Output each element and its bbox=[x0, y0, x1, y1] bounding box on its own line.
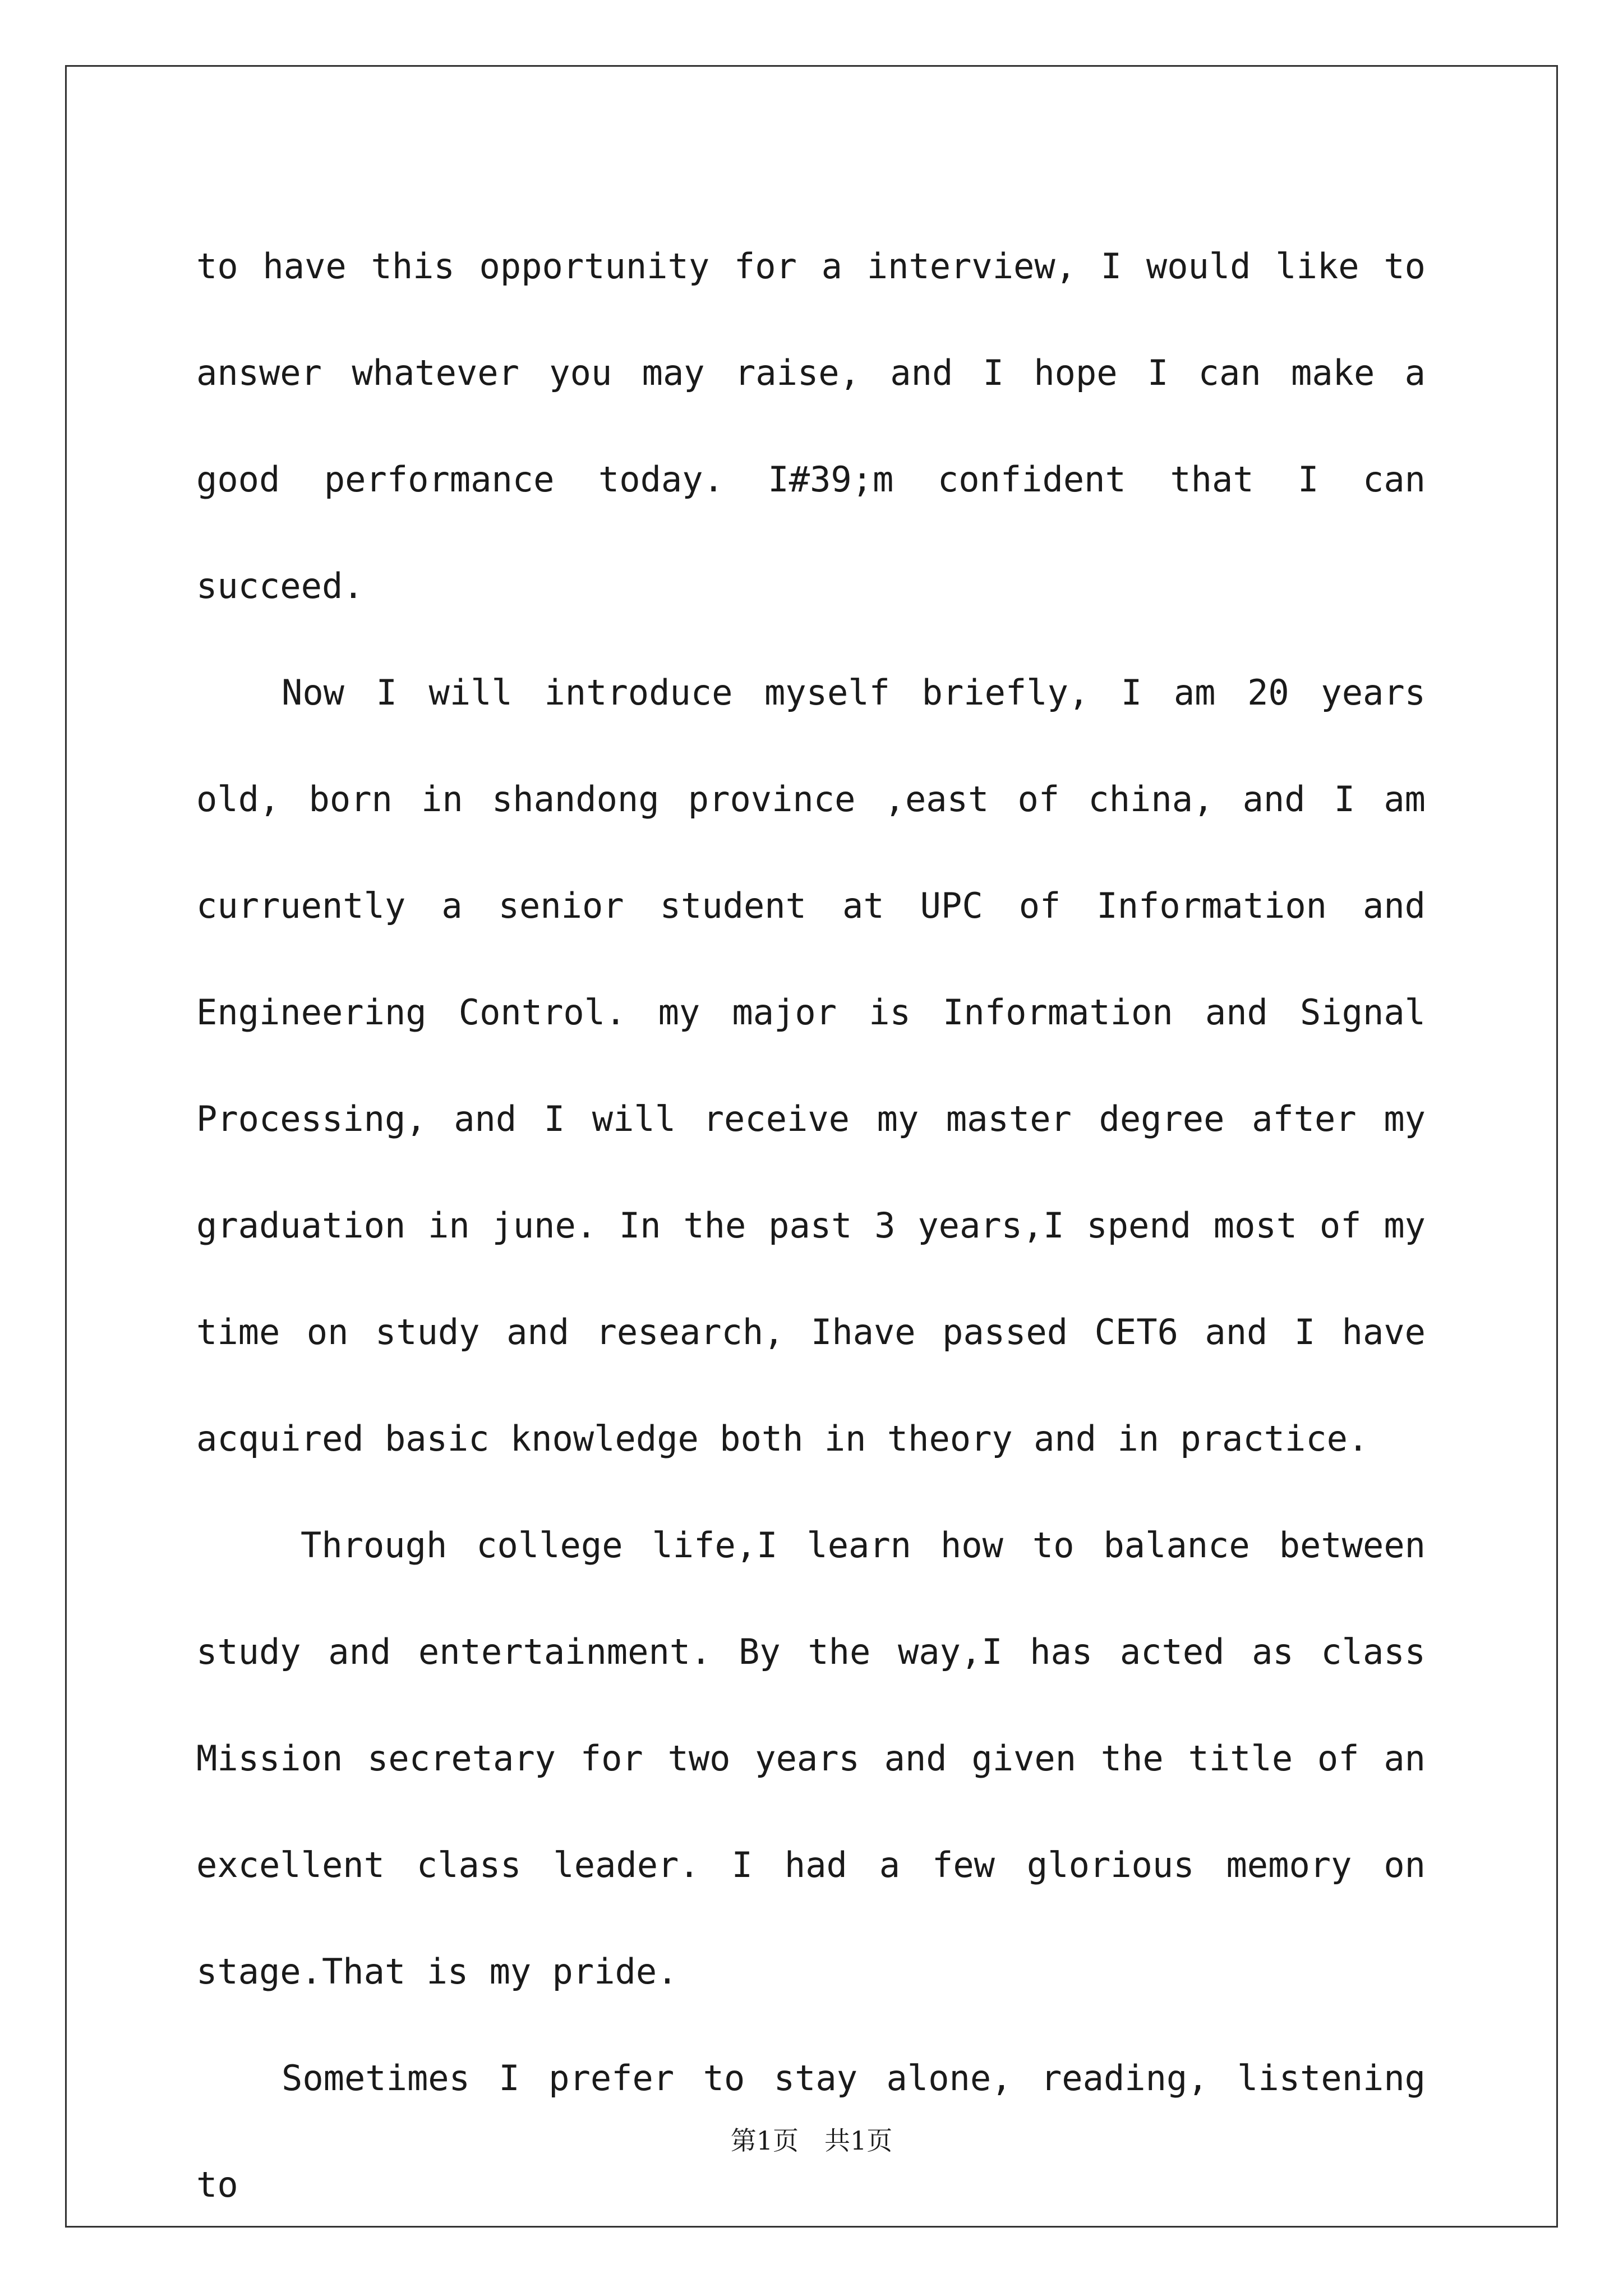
paragraph-1: to have this opportunity for a interview, I would like to answer whatever you may raise, and I hope I can make a good performance today. I#39;m confident that I can succeed. bbox=[196, 246, 1426, 606]
paragraph-3: Through college life,I learn how to balance between study and entertainment. By the way,I has acted as class Mission secretary for two years and given the title of an excellent class leader. I had a few glorious memory on stage.That is my pride. bbox=[196, 1525, 1426, 1992]
paragraph-4: Sometimes I prefer to stay alone, reading, listening to bbox=[196, 2058, 1426, 2205]
paragraph-2: Now I will introduce myself briefly, I am 20 years old, born in shandong province ,east of china, and I am curruently a senior student at UPC of Information and Engineering Control. my major is Information and Signal Processing, and I will receive my master degree after my graduation in june. In the past 3 years,I spend most of my time on study and research, Ihave passed CET6 and I have acquired basic knowledge both in theory and in practice. bbox=[196, 672, 1426, 1459]
document-body bbox=[196, 213, 1426, 2238]
page-footer: 第1页 共1页 bbox=[730, 2125, 893, 2156]
